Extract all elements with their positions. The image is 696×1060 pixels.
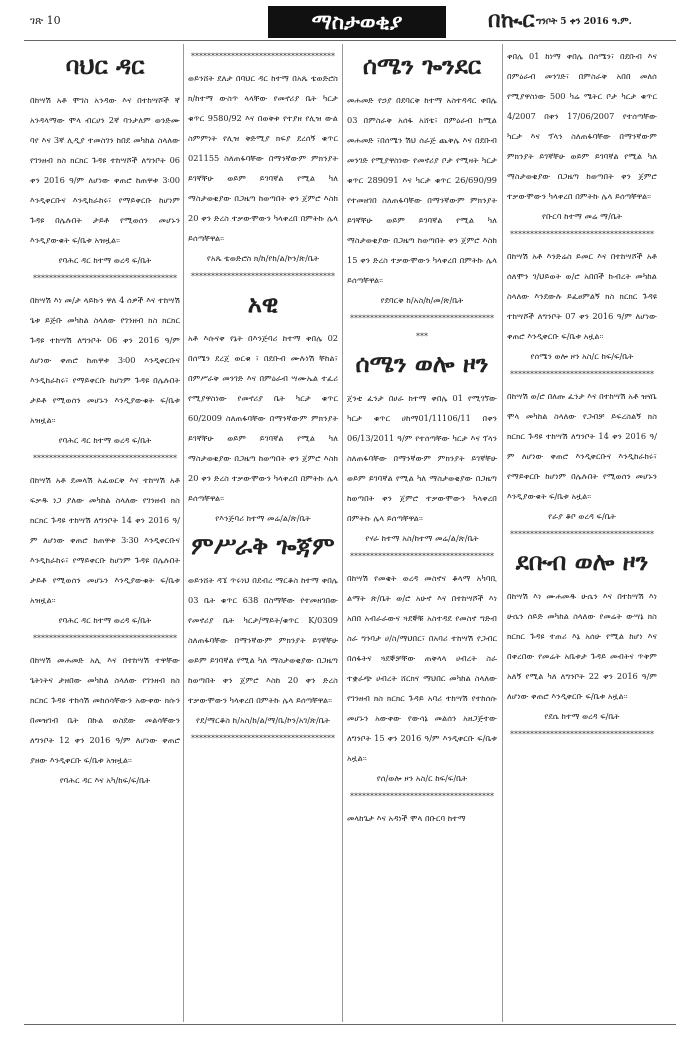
notice xyxy=(347,568,497,786)
column-divider xyxy=(342,44,343,1022)
star-separator: ************************************ xyxy=(510,530,654,539)
notice-signature: የሰ/ወሎ ዞን አስ/ር ከፍ/ፍ/ቤት xyxy=(376,773,468,783)
column-2 xyxy=(188,46,338,1022)
star-separator: ************************************ xyxy=(510,230,654,239)
notice xyxy=(507,586,657,724)
notice xyxy=(507,246,657,364)
newspaper-name: በኲር xyxy=(488,8,535,33)
notice-signature: የሃራ ከተማ አስ/ከተማ መሬ/ል/ጽ/ቤት xyxy=(365,533,479,543)
star-separator: ************************************ xyxy=(191,734,335,743)
notice-text: በከሣሽ እነ ሙሐመዱ ሁሴን እና በተከሣሽ እነ ሁሴን ሰይድ መካከል ስላለው የመሬት ውሣኔ ክስ ክርክር ጉዳዩ ተጠሪ እኔ አሰሁ የሚል ከሆነ እና በቀረበው የመሬት አቤቱታ ጉዳይ መብትና ጥቅም አለኝ የሚል ካለ ለግንቦት 22 ቀን 2016 ዓ/ም ለሆነው ቀጠሮ እንዲቀርቡ ፍ/ቤቱ አዟል፡፡ xyxy=(507,591,657,701)
column-1 xyxy=(30,46,180,1022)
notice xyxy=(507,386,657,524)
notice-signature: የደሴ ከተማ ወረዳ ፍ/ቤት xyxy=(544,711,620,721)
column-3 xyxy=(347,46,497,1022)
notice xyxy=(347,388,497,546)
notice-text: በከሣሽ አቶ እንድሬስ ይመር እና በተከሣሾች አቶ ሰለሞን ገ/ህይወት ወ/ሮ አበበች ኩብረት መካከል ስላለው እንደውሉ ይፈፀምልኝ ክስ ክርክር ጉዳዩ ተከሣሾች ለግንቦት 07 ቀን 2016 ዓ/ም ለሆነው ቀጠሮ እንዲቀርቡ ፍ/ቤቱ አዟል፡፡ xyxy=(507,251,657,341)
notice xyxy=(188,570,338,728)
notice-text: በከሣሽ እነ መ/ታ ላይኩን ዋለ 4 ሰዎች እና ተከሣሽ ጌቱ ይጅቡ መካከል ስላለው የገንዘብ ክስ ክርክር ጉዳዩ ተከሣሽ ለግንቦት 06 ቀን 2016 ዓ/ም ለሆነው ቀጠሮ ከጠዋቱ 3፡00 እንዲቀርቡና እንዲከራከሩ፣ የማይቀርቡ ከሆነም ጉዳዩ በሌሉበት ታይቶ የሚወሰን መሆኑን እንዲያውቁት ፍ/ቤቱ አዝዟል፡፡ xyxy=(30,295,180,425)
star-separator: ************************************ xyxy=(510,730,654,739)
column-divider xyxy=(183,44,184,1022)
notice-signature: የባሕር ዳር ከተማ ወረዳ ፍ/ቤት xyxy=(58,615,152,625)
section-heading: ደቡብ ወሎ ዞን xyxy=(515,548,649,576)
notice-signature: የባሕር ዳር ከተማ ወረዳ ፍ/ቤት xyxy=(58,435,152,445)
notice xyxy=(30,90,180,268)
star-separator: ************************************ xyxy=(33,634,177,643)
notice xyxy=(347,808,497,828)
notice-text: በከሣሽ አቶ ደመላሽ አፈወርቅ እና ተከሣሽ አቶ ፍቃዱ ነጋ ያለው መካከል ስላለው የገንዘብ ክስ ክርክር ጉዳዩ ተከሣሽ ለግንቦት 14 ቀን 2016 ዓ/ም ለሆነው ቀጠሮ ከጠዋቱ 3፡30 እንዲቀርቡና እንዲከራከሩ፣ የማይቀርቡ ከሆነም ጉዳዩ በሌሉበት ታይቶ የሚወሰን መሆኑን እንዲያውቁት ፍ/ቤቱ አዝዟል፡፡ xyxy=(30,475,180,605)
issue-date: ግንቦት 5 ቀን 2016 ዓ.ም. xyxy=(536,17,632,27)
notice-text: በከሣሽ ወ/ሮ በለጡ ፈንታ እና በተከሣሽ አቶ ዝናቤ ሞላ መካከል ስላለው የጋብቻ ይፍረስልኝ ክስ ክርክር ጉዳዩ ተከሣሽ ለግንቦት 14 ቀን 2016 ዓ/ም ለሆነው ቀጠሮ እንዲቀርቡና እንዲከራከሩ፣ የማይቀርቡ ከሆነም በሌሉበት የሚወሰን መሆኑን እንዲያውቁት ፍ/ቤቱ አዟል፡፡ xyxy=(507,391,657,501)
section-heading: አዊ xyxy=(247,290,279,318)
notice-signature: የደባርቅ ከ/አስ/ከ/መ/ጽ/ቤት xyxy=(380,295,464,305)
notice-text: በከሣሽ የመቄት ወረዳ መስኖና ቆላማ አካባቢ ልማት ጽ/ቤት ወ/ሮ አሁኖ እና በተከሣሾች እነ አበበ አብራራውና ጓደኞቹ አስተዳደ የመስኖ ግድብ ስራ ግንባታ ሀ/ስ/ማህበር፣ በአባሪ ተከሣሽ የጋብር በሰፋትና ጓደኞቻቸው ጠቅላላ ሀብረት ስራ ተቋራጭ ሀብረት ሸርክና ማህበር መካከል ስላለው የገንዘብ ክስ ክርክር ጉዳይ አባሪ ተከሣሽ የተከሰሱ መሆኑን አውቀው የውሳኔ መልሰን አዘጋጅተው ለግንቦት 15 ቀን 2016 ዓ/ም እንዲቀርቡ ፍ/ቤቱ አዟል፡፡ xyxy=(347,573,497,763)
notice-signature: የባሕር ዳር እና አካ/ከፍ/ፍ/ቤት xyxy=(59,775,151,785)
notice-text: መላከጌታ እና አዳነች ሞላ በቡርባ ከተማ xyxy=(347,813,466,823)
section-masthead: ማስታወቂያ xyxy=(268,6,446,38)
star-separator: ************************************ xyxy=(191,52,335,61)
notice-signature: የደ/ማርቆስ ከ/አስ/ከ/ል/ማ/ቤ/ኮን/አገ/ጽ/ቤት xyxy=(196,715,330,725)
notice-text: ወይንሸት ዳኜ ጥሩነህ በደብረ ማርቆስ ከተማ ቀበሌ 03 ቤት ቁጥር 638 በስማቸው የተመዘገበው የመኖሪያ ቤት ካርታ/ማይት/ቁጥር K/0309 ስለጠፋባቸው በማንኛውም ምክንያት ይገኛቸሁ ወይም ይገባኛል የሚል ካለ ማስታወቂያው በጋዜጣ ከወጣበት ቀን ጀምሮ እስከ 20 ቀን ድረስ ተቃውሞውን ካላቀረበ በምትኩ ሌላ ይሰጣቸዋል፡፡ xyxy=(188,575,338,705)
star-separator: *** xyxy=(416,332,428,341)
section-heading: ሰሜን ጐንደር xyxy=(362,52,482,80)
notice-signature: የአጼ ቴወድሮስ ክ/ከ/የከ/ል/ኮን/ጽ/ቤት xyxy=(206,253,320,263)
notice-text: ወይንሸት ደለታ በባህር ዳር ከተማ በአጼ ቴወድሮስ ክ/ከተማ ውስጥ ላላቸው የመኖሪያ ቤት ካርታ ቁጥር 9580/92 እና በወቅቱ የተያዘ የሊዝ ውል ስምምነት የሊዝ ቅድሚያ ክፍያ ደረሰኝ ቁጥር 021155 ስለጠፋባቸው በማንኛውም ምክንያት ይገኛቸሁ ወይም ይገባኛል የሚል ካለ ማስታወቂያው በጋዜጣ ከወጣበት ቀን ጀምሮ እስከ 20 ቀን ድረስ ተቃውሞውን ካላቀረበ በምትኩ ሌላ ይሰጣቸዋል፡፡ xyxy=(188,73,338,243)
notice xyxy=(188,328,338,526)
notice xyxy=(188,68,338,266)
star-separator: ************************************ xyxy=(33,454,177,463)
section-heading: ባህር ዳር xyxy=(65,52,145,80)
star-separator: ************************************ xyxy=(350,792,494,801)
footer-rule xyxy=(24,1024,676,1025)
star-separator: ************************************ xyxy=(350,314,494,323)
notice-signature: የቡርባ ከተማ መሬ ማ/ቤት xyxy=(541,211,623,221)
notice-signature: የእንጅባሪ ከተማ መሬ/ል/ጽ/ቤት xyxy=(215,513,311,523)
notice xyxy=(30,290,180,448)
star-separator: ************************************ xyxy=(510,370,654,379)
star-separator: ************************************ xyxy=(350,552,494,561)
notice xyxy=(347,90,497,308)
notice xyxy=(30,650,180,788)
notice xyxy=(507,46,657,224)
header-rule xyxy=(24,40,676,41)
page-header xyxy=(24,6,676,40)
notice-text: ቀበሌ 01 ከነማ ቀበሌ በሰሜን፣ በደቡብ እና በምዕራብ መንገድ፣ በምስራቅ አበበ መለሰ የሚያዋስነው 500 ካሬ ሜትር ቦታ ካርታ ቁጥር 4/2007 በቀን 17/06/2007 የተሰጣቸው ካርታ እና ፕላን ስለጠፋባቸው በማንኛውም ምክንያት ይገኛቸሁ ወይም ይገባኛል የሚል ካለ ማስታወቂያው በጋዜጣ ከወጣበት ቀን ጀምሮ ተቃውሞውን ካላቀረበ በምትኩ ሌላ ይሰጣቸዋል፡፡ xyxy=(507,51,657,201)
column-divider xyxy=(502,44,503,1022)
section-heading: ምሥራቅ ጐጃም xyxy=(191,532,335,560)
notice-signature: የባሕር ዳር ከተማ ወረዳ ፍ/ቤት xyxy=(58,255,152,265)
star-separator: ************************************ xyxy=(191,272,335,281)
section-heading: ሰሜን ወሎ ዞን xyxy=(355,350,489,378)
notice-text: በከሣሽ መሐመድ አሊ እና በተከሣሽ ተዋቸው ጌትነትና ታዘበው መካከል ስላለው የገንዘብ ክስ ክርክር ጉዳዩ ተከሳሽ መከሰሳቸውን አውቀው ክሱን በመዝገብ ቤት በኩል ወስደው መልሳቸውን ለግንቦት 12 ቀን 2016 ዓ/ም ለሆነው ቀጠሮ ያዘው እንዲቀርቡ ፍ/ቤቱ አዝዟል፡፡ xyxy=(30,655,180,765)
star-separator: ************************************ xyxy=(33,274,177,283)
notice-signature: የሰሜን ወሎ ዞን አስ/ር ከፍ/ፍ/ቤት xyxy=(530,351,634,361)
notice-text: አቶ እሱናቀ የኔት በእንጅባሪ ከተማ ቀበሌ 02 በሰሜን ደረጀ ወርቁ ፣ በደቡብ ሙሉነሽ ቸከል፣ በምሥራቅ መንገድ እና በምዕራብ ሣሙኤል ተፈሪ የሚያዋስነው የመኖሪያ ቤት ካርታ ቁጥር 60/2009 ስለጠፋባቸው በማንኛውም ምክንያት ይገኛቸሁ ወይም ይገባኛል የሚል ካለ ማስታወቂያው በጋዜጣ ከወጣበት ቀን ጀምሮ እስከ 20 ቀን ድረስ ተቃውሞውን ካላቀረበ በምትኩ ሌላ ይሰጣቸዋል፡፡ xyxy=(188,333,338,503)
notice-signature: የራያ ቆቦ ወረዳ ፍ/ቤት xyxy=(548,511,616,521)
notice-text: ጀንቲ ፈንታ በሀራ ከተማ ቀበሌ 01 የሚገኘው ካርታ ቁጥር ሀከማ01/11106/11 በቀን 06/13/2011 ዓ/ም የተሰጣቸው ካርታ እና ፕላን ስለጠፋባቸው በማንኛውም ምክንያት ይገኛቸሁ ወይም ይገባኛል የሚል ካለ ማስታወቂያው በጋዜጣ ከወጣበት ቀን ጀምሮ ተቃውሞውን ካላቀረበ በምትኩ ሌላ ይሰጣቸዋል፡፡ xyxy=(347,393,497,523)
notice-text: በከሣሽ አቶ ሞገስ አንዳው እና በተከሣሾች ኛ አንዳላማው ሞላ ብርሀን 2ኛ ባንታለም ወንድሙ ባየ እና 3ኛ ሊዲያ ተመስገን ከበደ መካከል ስላለው የገንዘብ ክስ ክርክር ጉዳዩ ተከሣሾች ለግንቦት 06 ቀን 2016 ዓ/ም ለሆነው ቀጠሮ ከጠዋቱ 3፡00 እንዲቀርቡና እንዲከራከሩ፣ የማይቀርቡ ከሆነም ጉዳዩ በሌሉበት ታይቶ የሚወሰን መሆኑን እንዲያውቁት ፍ/ቤቱ አዝዟል፡፡ xyxy=(30,95,180,245)
column-4 xyxy=(507,46,657,1022)
page-number: ገጽ 10 xyxy=(30,14,61,27)
notice xyxy=(30,470,180,628)
notice-text: መሐመድ የኃያ በደባርቅ ከተማ አስተዳዳር ቀበሌ 03 በምስራቅ አሰፋ አሸቴ፣ በምዕራብ ከሚል መሐመድ ፣በሰሜን ሽህ ሰራጅ ጨቅሌ እና በደቡብ መንገድ የሚያዋስነው የመኖሪያ ቦታ የሚዛት ካርታ ቁጥር 289091 እና ካርታ ቁጥር 26/690/99 የተመዘገበ ስለጠፋባቸው በማንኛውም ምክንያት ይገኛቸሁ ወይም ይገባኛል የሚል ካለ ማስታወቂያው በጋዜጣ ከወጣበት ቀን ጀምሮ እስከ 15 ቀን ድረስ ተቃውሞውን ካላቀረበ በምትኩ ሌላ ይሰጣቸዋል፡፡ xyxy=(347,95,497,285)
